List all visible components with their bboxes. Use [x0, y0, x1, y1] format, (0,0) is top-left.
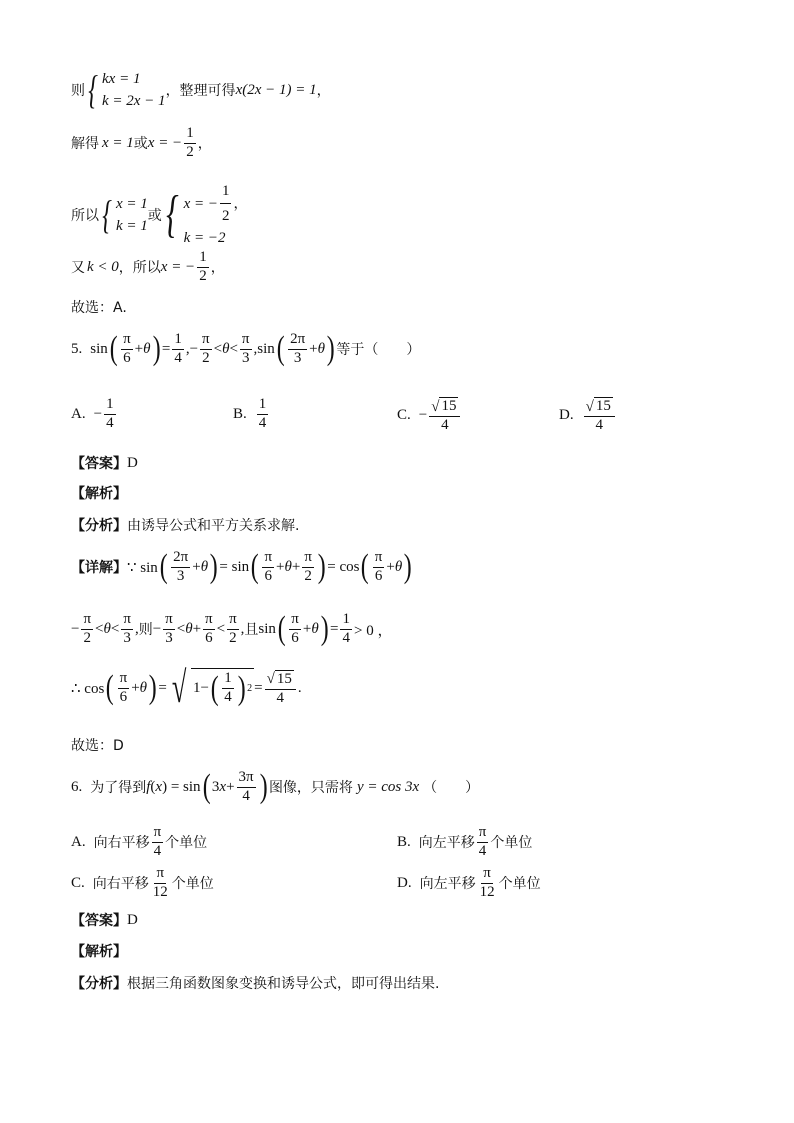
solution-step-system: 则 { kx = 1 k = 2x − 1 ，整理可得 x(2x − 1) = 1 ，	[71, 67, 331, 112]
q6-fenxi: 【分析】 根据三角函数图象变换和诱导公式，即可得出结果.	[71, 976, 440, 992]
q5-detail-line1: 【详解】 ∵ sin ( $\frac{2\pi}{3}$ + θ ) = sin ( $\frac{\pi}{6}$ + θ + $\frac{\pi}{2}$ ) = cos ( $\frac{\pi}{6}$ + θ )	[71, 548, 412, 586]
q5-option-b[interactable]: B. $\frac{1}{4}$	[233, 396, 267, 431]
q5-fenxi: 【分析】 由诱导公式和平方关系求解.	[71, 518, 300, 534]
solution-step-cases: 所以 { x = 1 k = 1 或 { x = − $\frac{1}{2}$ ， k = −2	[71, 180, 247, 249]
q6-answer: 【答案】 D	[71, 911, 138, 929]
q6-option-b[interactable]: B. 向左平移 $\frac{\pi}{4}$ 个单位	[397, 824, 533, 859]
q5-option-d[interactable]: D. √ 15 4	[559, 397, 617, 434]
q6-option-c[interactable]: C. 向右平移 $\frac{\pi}{12}$ 个单位	[71, 865, 214, 900]
q5-option-c[interactable]: C. − √ 15 4	[397, 397, 462, 434]
answer-choice-5: 故选：D	[71, 738, 124, 754]
equation-system: { kx = 1 k = 2x − 1	[88, 67, 166, 112]
q5-detail-line2: − $\frac{\pi}{2}$ < θ < $\frac{\pi}{3}$ , 则 − $\frac{\pi}{3}$ < θ + $\frac{\pi}{6}$ < $\frac{\pi}{2}$ , 且 sin ( $\frac{\pi}{6}$ + θ ) = $\frac{1}{4}$ > 0 ，	[71, 610, 393, 648]
q6-option-d[interactable]: D. 向左平移 $\frac{\pi}{12}$ 个单位	[397, 865, 541, 900]
q5-detail-line3: ∴ cos ( $\frac{\pi}{6}$ + θ ) = √ 1− ( $\frac{1}{4}$ ) 2 = √ 15 4 .	[71, 663, 302, 712]
question-5: 5. sin ( $\frac{\pi}{6}$ + θ ) = $\frac{1}{4}$ ,− $\frac{\pi}{2}$ < θ < $\frac{\pi}{3}$ ,sin ( $\frac{2\pi}{3}$ + θ ) 等于（ ）	[71, 330, 421, 368]
q5-answer: 【答案】 D	[71, 454, 138, 472]
q6-analysis-heading: 【解析】	[71, 944, 127, 960]
q6-option-a[interactable]: A. 向右平移 $\frac{\pi}{4}$ 个单位	[71, 824, 208, 859]
q5-formula: sin ( $\frac{\pi}{6}$ + θ ) = $\frac{1}{4}$ ,− $\frac{\pi}{2}$ < θ < $\frac{\pi}{3}$ ,sin ( $\frac{2\pi}{3}$ + θ )	[90, 330, 335, 368]
solution-step-roots: 解得 x = 1 或 x = − $\frac{1}{2}$ ，	[71, 125, 212, 160]
solution-step-condition: 又 k < 0 ，所以 x = − $\frac{1}{2}$ ，	[71, 249, 225, 284]
answer-choice-4: 故选：A.	[71, 300, 127, 316]
q5-option-a[interactable]: A. − $\frac{1}{4}$	[71, 396, 114, 431]
q5-analysis-heading: 【解析】	[71, 486, 127, 502]
question-6: 6. 为了得到 f ( x ) = sin ( 3 x + $\frac{3\pi}{4}$ ) 图像，只需将 y = cos 3x （ ）	[71, 768, 480, 806]
